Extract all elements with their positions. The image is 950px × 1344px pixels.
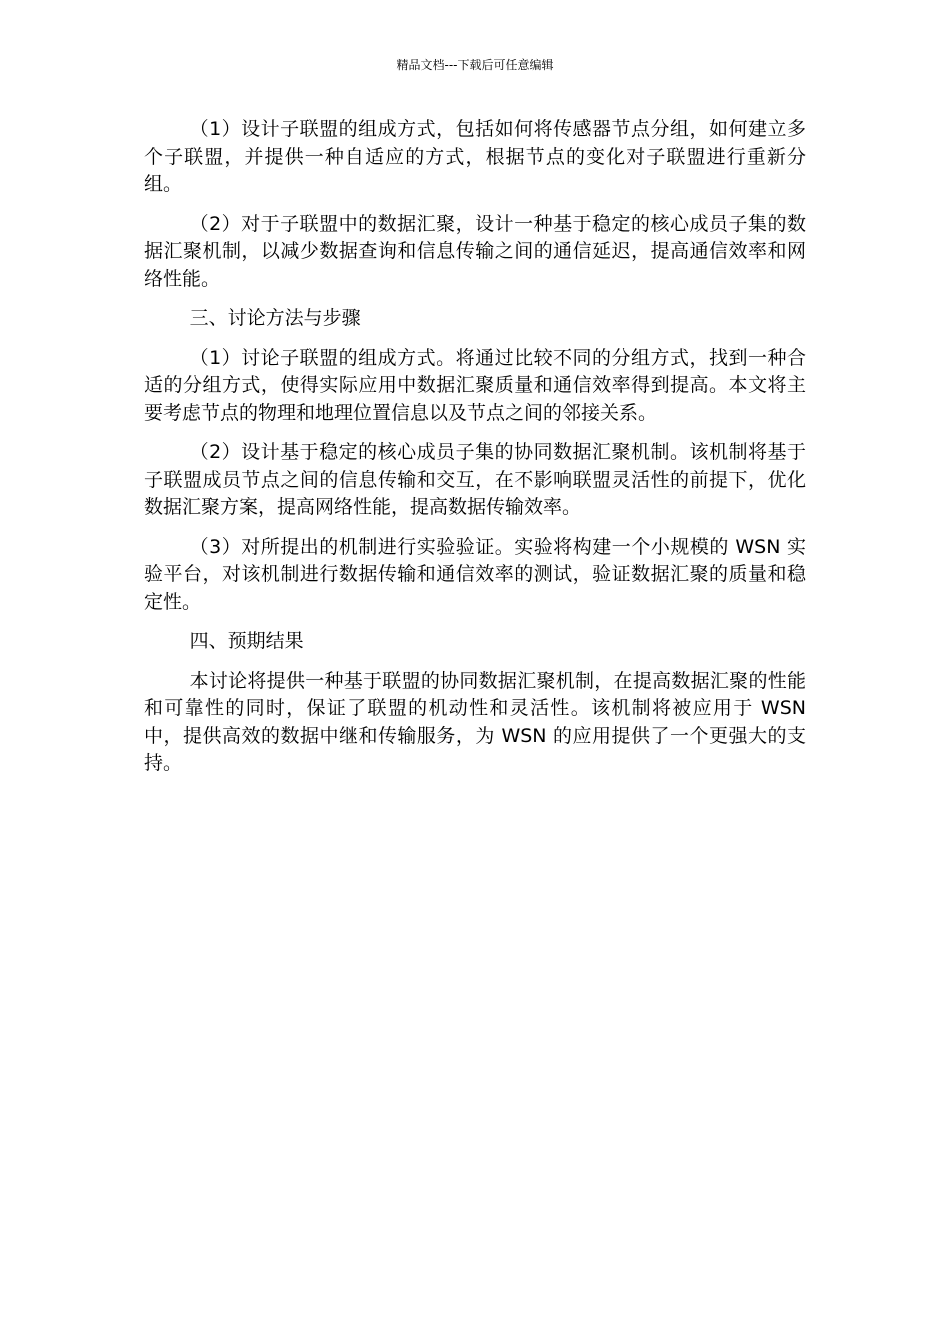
paragraph-design-aggregation: （2）对于子联盟中的数据汇聚，设计一种基于稳定的核心成员子集的数据汇聚机制，以减少数据查询和信息传输之间的通信延迟，提高通信效率和网络性能。 xyxy=(144,212,806,290)
paragraph-expected-results: 本讨论将提供一种基于联盟的协同数据汇聚机制，在提高数据汇聚的性能和可靠性的同时，保证了联盟的机动性和灵活性。该机制将被应用于 WSN 中，提供高效的数据中继和传输服务，为 WSN 的应用提供了一个更强大的支持。 xyxy=(144,669,806,774)
paragraph-design-suballiance: （1）设计子联盟的组成方式，包括如何将传感器节点分组，如何建立多个子联盟，并提供一种自适应的方式，根据节点的变化对子联盟进行重新分组。 xyxy=(144,118,806,195)
page-header: 精品文档---下载后可任意编辑 xyxy=(396,58,554,72)
paragraph-method-2: （2）设计基于稳定的核心成员子集的协同数据汇聚机制。该机制将基于子联盟成员节点之间的信息传输和交互，在不影响联盟灵活性的前提下，优化数据汇聚方案，提高网络性能，提高数据传输效率。 xyxy=(144,441,806,518)
section-heading-methods: 三、讨论方法与步骤 xyxy=(189,307,361,329)
document-body xyxy=(144,116,806,790)
section-heading-results: 四、预期结果 xyxy=(189,630,304,652)
paragraph-method-1: （1）讨论子联盟的组成方式。将通过比较不同的分组方式，找到一种合适的分组方式，使得实际应用中数据汇聚质量和通信效率得到提高。本文将主要考虑节点的物理和地理位置信息以及节点之间的邻接关系。 xyxy=(144,346,806,424)
paragraph-method-3: （3）对所提出的机制进行实验验证。实验将构建一个小规模的 WSN 实验平台，对该机制进行数据传输和通信效率的测试，验证数据汇聚的质量和稳定性。 xyxy=(144,535,806,613)
